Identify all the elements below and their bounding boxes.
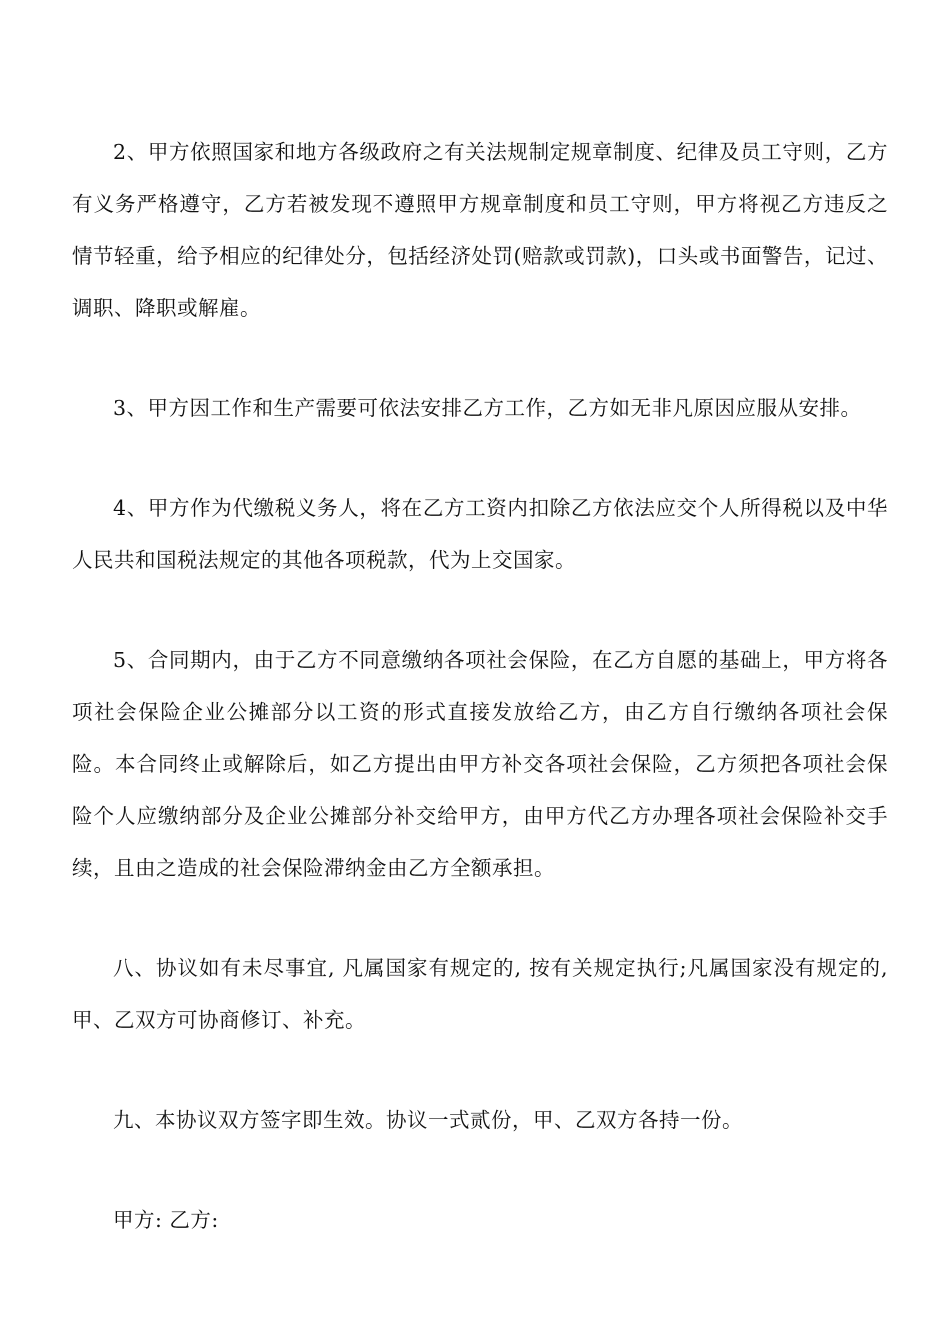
paragraph-clause-4: 4、甲方作为代缴税义务人，将在乙方工资内扣除乙方依法应交个人所得税以及中华人民共和国税法规定的其他各项税款，代为上交国家。 (72, 496, 888, 572)
paragraph-gap (72, 586, 888, 634)
paragraph-clause-2: 2、甲方依照国家和地方各级政府之有关法规制定规章制度、纪律及员工守则，乙方有义务严格遵守，乙方若被发现不遵照甲方规章制度和员工守则，甲方将视乙方违反之情节轻重，给予相应的纪律处分，包括经济处罚(赔款或罚款)，口头或书面警告，记过、调职、降职或解雇。 (72, 140, 888, 320)
paragraph-gap (72, 334, 888, 382)
paragraph-clause-5: 5、合同期内，由于乙方不同意缴纳各项社会保险，在乙方自愿的基础上，甲方将各项社会保险企业公摊部分以工资的形式直接发放给乙方，由乙方自行缴纳各项社会保险。本合同终止或解除后，如乙方提出由甲方补交各项社会保险，乙方须把各项社会保险个人应缴纳部分及企业公摊部分补交给甲方，由甲方代乙方办理各项社会保险补交手续，且由之造成的社会保险滞纳金由乙方全额承担。 (72, 648, 888, 880)
paragraph-gap (72, 894, 888, 942)
paragraph-article-9: 九、本协议双方签字即生效。协议一式贰份，甲、乙双方各持一份。 (113, 1108, 743, 1132)
paragraph-clause-3: 3、甲方因工作和生产需要可依法安排乙方工作，乙方如无非凡原因应服从安排。 (113, 396, 862, 420)
paragraph-article-8: 八、协议如有未尽事宜, 凡属国家有规定的, 按有关规定执行;凡属国家没有规定的, 甲、乙双方可协商修订、补充。 (72, 956, 888, 1032)
paragraph-gap (72, 1046, 888, 1094)
document-page (72, 126, 888, 1246)
signature-line: 甲方: 乙方: (113, 1208, 219, 1232)
paragraph-gap (72, 1146, 888, 1194)
paragraph-gap (72, 434, 888, 482)
